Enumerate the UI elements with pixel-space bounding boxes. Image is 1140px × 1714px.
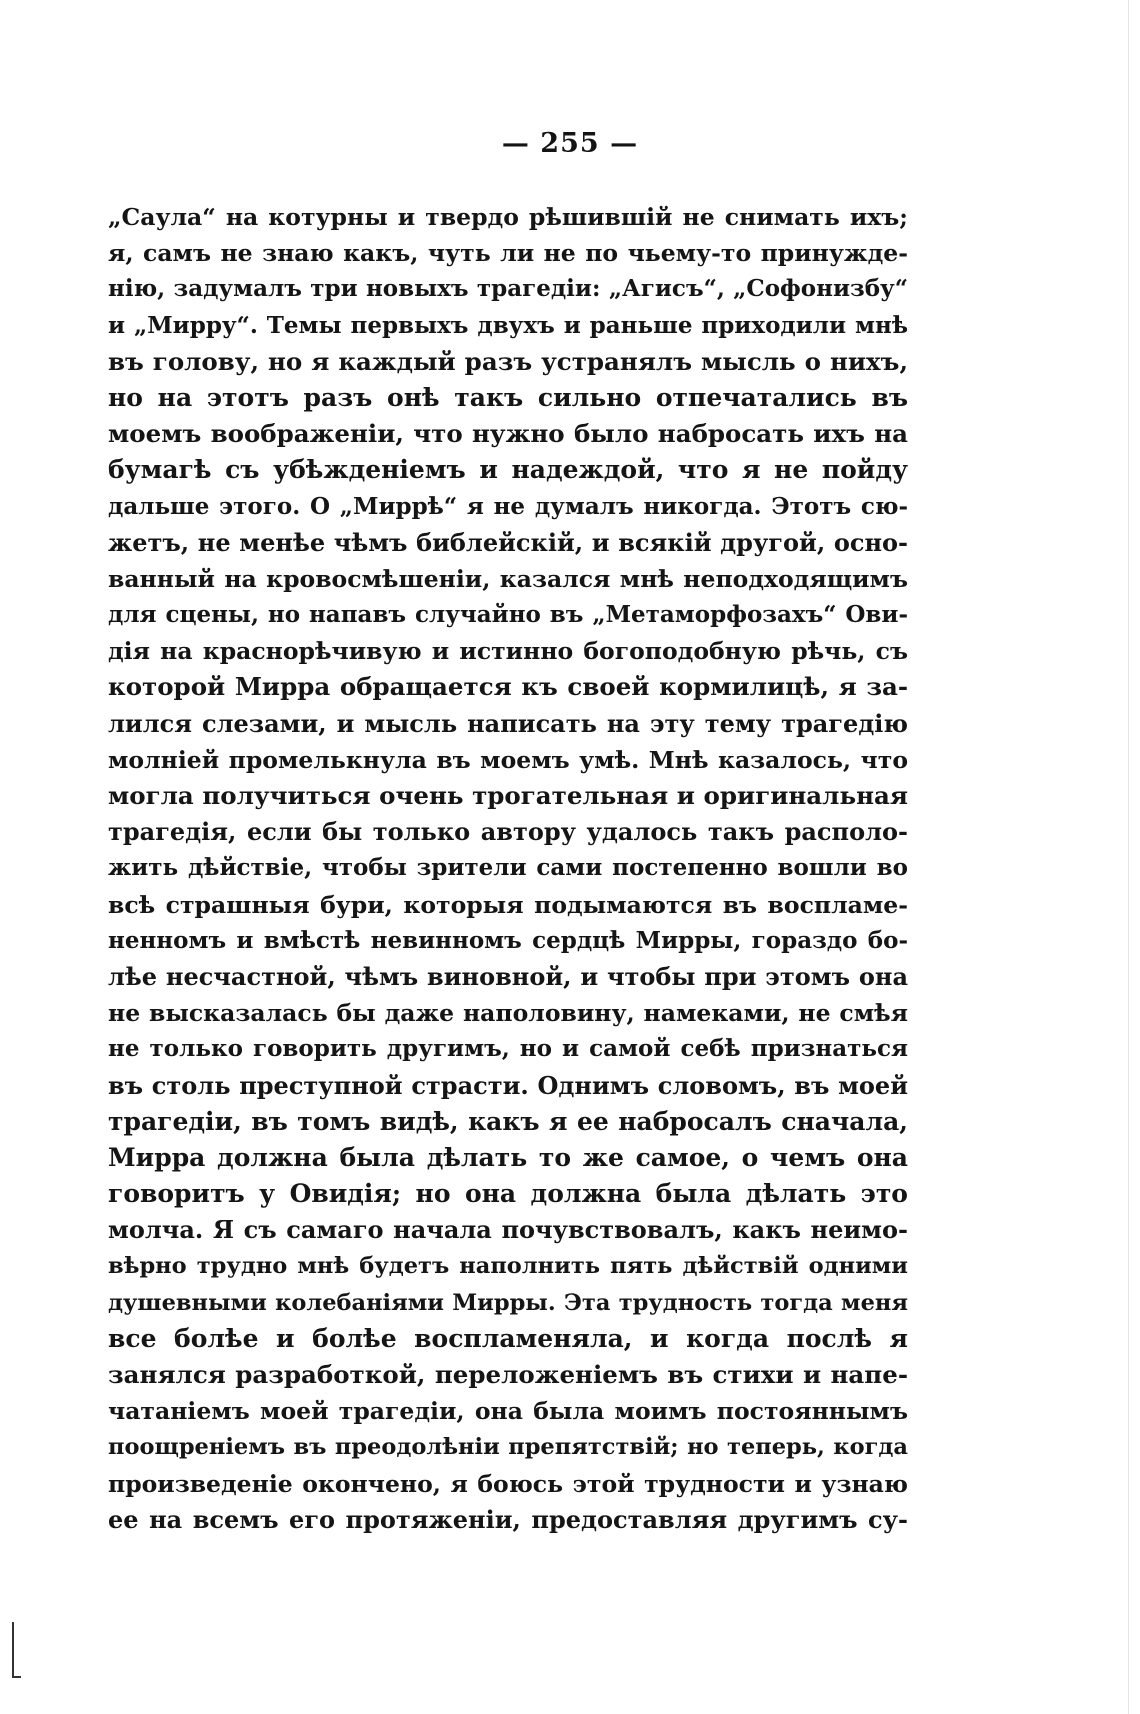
text-line: ненномъ и вмѣстѣ невинномъ сердцѣ Мирры, гораздо бо- — [108, 926, 908, 954]
page-number: — 255 — — [501, 128, 639, 159]
text-line: „Саула“ на котурны и твердо рѣшившій не снимать ихъ; — [108, 203, 908, 231]
text-line: поощреніемъ въ преодолѣніи препятствій; но теперь, когда — [108, 1434, 908, 1461]
body-text — [108, 199, 908, 1538]
margin-mark-vertical — [12, 1622, 14, 1678]
text-line: всѣ страшныя бури, которыя подымаются въ воспламе- — [108, 890, 908, 919]
text-line: и „Мирру“. Темы первыхъ двухъ и раньше приходили мнѣ — [108, 311, 908, 339]
text-line: говоритъ у Овидія; но она должна была дѣлать это — [108, 1179, 908, 1209]
scan-margin-mark — [10, 1622, 20, 1678]
text-line: все болѣе и болѣе воспламеняла, и когда послѣ я — [108, 1323, 908, 1353]
text-line: Мирра должна была дѣлать то же самое, о чемъ она — [108, 1142, 908, 1172]
text-line: молча. Я съ самаго начала почувствовалъ, какъ неимо- — [108, 1215, 908, 1245]
text-line: въ столь преступной страсти. Однимъ словомъ, въ моей — [108, 1070, 908, 1100]
margin-mark-horizontal — [12, 1676, 21, 1678]
text-line: жить дѣйствіе, чтобы зрители сами постепенно вошли во — [108, 854, 908, 882]
text-line: произведеніе окончено, я боюсь этой трудности и узнаю — [108, 1469, 908, 1498]
text-line: занялся разработкой, переложеніемъ въ стихи и напе- — [108, 1360, 908, 1389]
text-line: трагедія, если бы только автору удалось такъ располо- — [108, 817, 908, 847]
text-line: лился слезами, и мысль написать на эту тему трагедію — [108, 708, 908, 738]
text-line: моемъ воображеніи, что нужно было набросать ихъ на — [108, 419, 908, 449]
text-line: не только говорить другимъ, но и самой себѣ признаться — [108, 1035, 908, 1063]
page-edge-line — [1128, 0, 1129, 1714]
text-line: нію, задумалъ три новыхъ трагедіи: „Агисъ“, „Софонизбу“ — [108, 275, 908, 303]
text-line: трагедіи, въ томъ видѣ, какъ я ее набросалъ сначала, — [108, 1106, 908, 1136]
text-line: бумагѣ съ убѣжденіемъ и надеждой, что я не пойду — [108, 455, 908, 485]
text-line: для сцены, но напавъ случайно въ „Метаморфозахъ“ Ови- — [108, 601, 908, 629]
text-line: чатаніемъ моей трагедіи, она была моимъ постояннымъ — [108, 1397, 908, 1426]
text-line: молніей промелькнула въ моемъ умѣ. Мнѣ казалось, что — [108, 745, 908, 774]
text-line: дальше этого. О „Миррѣ“ я не думалъ никогда. Этотъ сю- — [108, 492, 908, 520]
text-line: дія на краснорѣчивую и истинно богоподобную рѣчь, съ — [108, 637, 908, 666]
text-line: ее на всемъ его протяженіи, предоставляя другимъ су- — [108, 1504, 908, 1534]
text-line: въ голову, но я каждый разъ устранялъ мысль о нихъ, — [108, 346, 908, 376]
text-line: не высказалась бы даже наполовину, намеками, не смѣя — [108, 999, 908, 1028]
text-line: лѣе несчастной, чѣмъ виновной, и чтобы при этомъ она — [108, 961, 908, 991]
text-line: я, самъ не знаю какъ, чуть ли не по чьему-то принужде- — [108, 239, 908, 268]
text-line: могла получиться очень трогательная и оригинальная — [108, 781, 908, 810]
text-line: ванный на кровосмѣшеніи, казался мнѣ неподходящимъ — [108, 564, 908, 593]
text-line: вѣрно трудно мнѣ будетъ наполнить пять дѣйствій одними — [108, 1253, 908, 1280]
text-line: жетъ, не менѣе чѣмъ библейскій, и всякій другой, осно- — [108, 527, 908, 557]
text-line: но на этотъ разъ онѣ такъ сильно отпечатались въ — [108, 382, 908, 412]
text-line: которой Мирра обращается къ своей кормилицѣ, я за- — [108, 672, 908, 702]
text-line: душевными колебаніями Мирры. Эта трудность тогда меня — [108, 1289, 908, 1316]
